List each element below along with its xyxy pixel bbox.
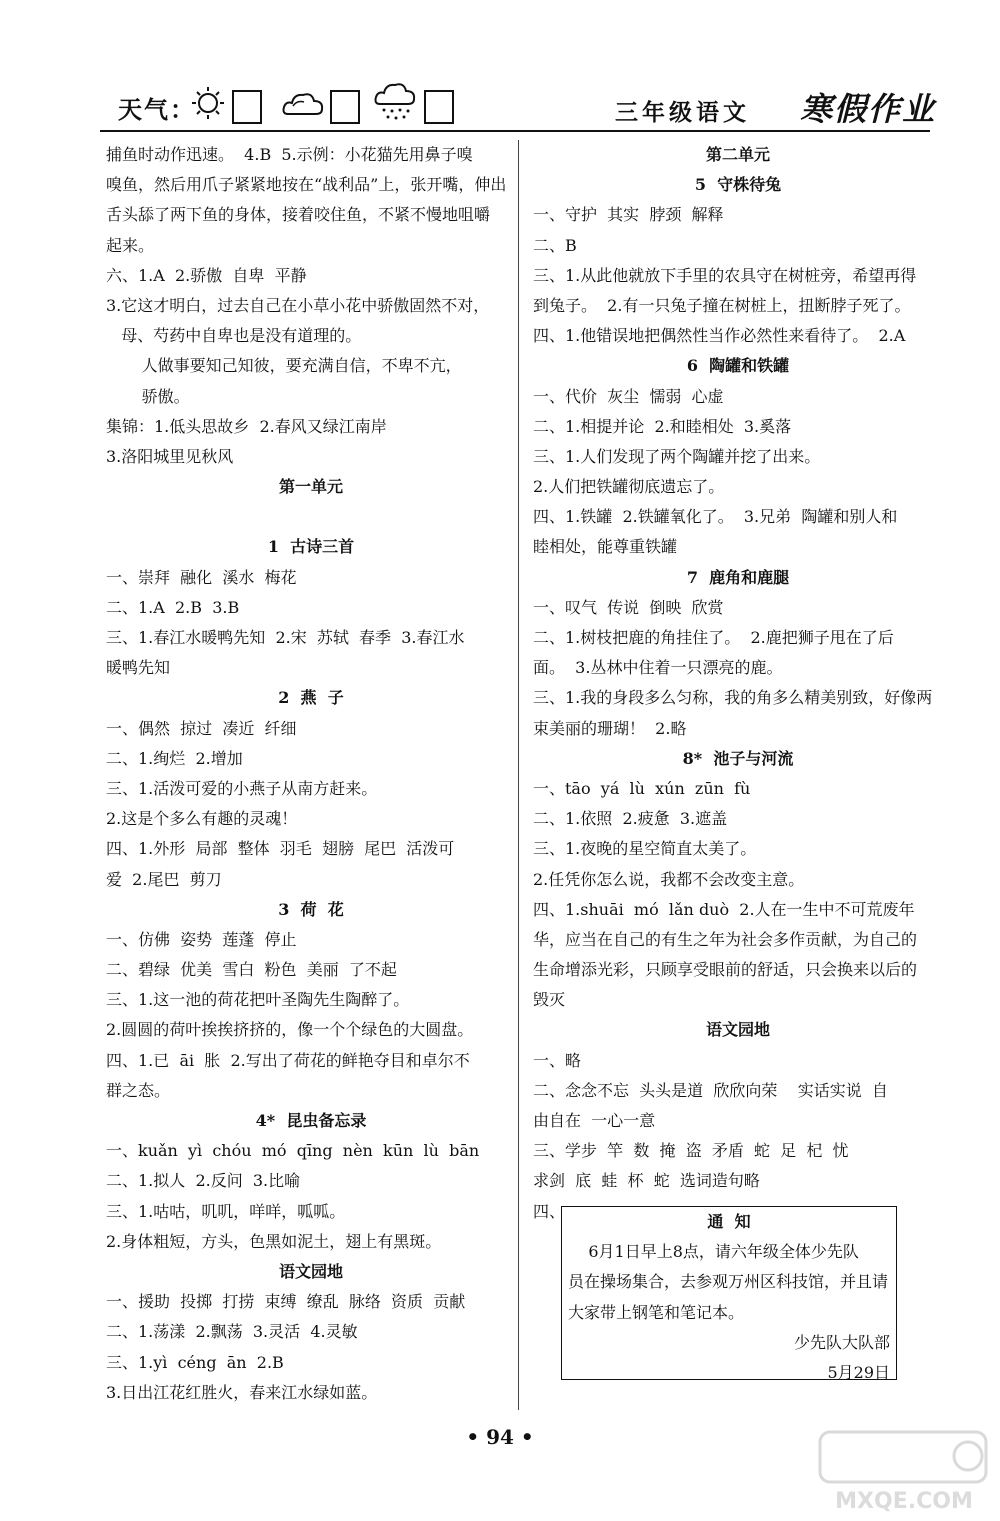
section-heading: 4* 昆虫备忘录 (255, 1111, 367, 1130)
answer-line: 二、1.依照 2.疲惫 3.遮盖 (533, 809, 728, 829)
answer-line: 一、援助 投掷 打捞 束缚 缭乱 脉络 资质 贡献 (106, 1292, 466, 1312)
answer-line: 三、1.这一池的荷花把叶圣陶先生陶醉了。 (106, 990, 410, 1010)
answer-line: 3.日出江花红胜火，春来江水绿如蓝。 (106, 1382, 378, 1402)
answer-line: 母、芍药中自卑也是没有道理的。 (106, 326, 362, 346)
answer-line: 一、tāo yá lù xún zūn fù (533, 778, 751, 798)
answer-line: 四、1.shuāi mó lǎn duò 2.人在一生中不可荒废年 (533, 899, 915, 919)
section-heading: 第一单元 (278, 477, 343, 497)
answer-line: 一、仿佛 姿势 莲蓬 停止 (106, 929, 297, 949)
answer-line: 华，应当在自己的有生之年为社会多作贡献，为自己的 (533, 929, 918, 949)
answer-line: 三、学步 竿 数 掩 盗 矛盾 蛇 足 杞 忧 (533, 1141, 849, 1161)
answer-line: 3.洛阳城里见秋风 (106, 446, 234, 466)
rain-checkbox[interactable] (424, 90, 454, 124)
answer-line: 一、偶然 掠过 凑近 纤细 (106, 718, 297, 738)
answer-line: 一、代价 灰尘 懦弱 心虚 (533, 386, 724, 406)
section-heading: 7 鹿角和鹿腿 (686, 567, 790, 587)
notice-title: 通 知 (707, 1212, 751, 1231)
answer-line: 三、1.夜晚的星空简直太美了。 (533, 839, 757, 859)
answer-line: 二、B (533, 235, 577, 255)
notice-signer: 少先队大队部 (793, 1332, 890, 1352)
notice-box (561, 1206, 897, 1380)
watermark-logo (818, 1428, 988, 1516)
answer-line: 集锦：1.低头思故乡 2.春风又绿江南岸 (106, 416, 387, 436)
answer-line: 二、念念不忘 头头是道 欣欣向荣 实话实说 自 (533, 1080, 888, 1100)
answer-line: 2.任凭你怎么说，我都不会改变主意。 (533, 869, 805, 889)
answer-line: 2.人们把铁罐彻底遗忘了。 (533, 477, 725, 497)
answer-line: 一、kuǎn yì chóu mó qīng nèn kūn lù bān (106, 1141, 480, 1161)
answer-line: 一、崇拜 融化 溪水 梅花 (106, 567, 297, 587)
notice-line: 大家带上钢笔和笔记本。 (568, 1302, 745, 1322)
answer-line: 二、碧绿 优美 雪白 粉色 美丽 了不起 (106, 960, 397, 980)
section-heading: 5 守株待兔 (694, 175, 782, 195)
answer-line: 3.它这才明白，过去自己在小草小花中骄傲固然不对， (106, 295, 490, 315)
column-divider (518, 140, 519, 1410)
answer-line: 四、1.已 āi 胀 2.写出了荷花的鲜艳夺目和卓尔不 (106, 1050, 470, 1070)
brand-title: 寒假作业 (800, 90, 937, 128)
page-number: • 94 • (466, 1425, 534, 1449)
answer-line: 爱 2.尾巴 剪刀 (106, 869, 222, 889)
answer-line: 2.这是个多么有趣的灵魂！ (106, 809, 298, 829)
answer-line: 群之态。 (106, 1080, 171, 1100)
answer-line: 2.身体粗短，方头，色黑如泥土，翅上有黑斑。 (106, 1231, 442, 1251)
section-heading: 语文园地 (278, 1261, 343, 1281)
answer-line: 捕鱼时动作迅速。 4.B 5.示例：小花猫先用鼻子嗅 (106, 145, 473, 164)
weather-label: 天气： (118, 95, 196, 124)
section-heading: 第二单元 (705, 145, 770, 164)
rain-icon (374, 82, 418, 124)
answer-line: 二、1.荡漾 2.飘荡 3.灵活 4.灵敏 (106, 1322, 358, 1342)
answer-line: 束美丽的珊瑚！ 2.略 (533, 718, 687, 738)
answer-line: 二、1.相提并论 2.和睦相处 3.奚落 (533, 416, 792, 436)
header-rule (100, 130, 930, 132)
answer-line: 暖鸭先知 (106, 658, 171, 678)
answer-line: 三、1.咕咕，叽叽，咩咩，呱呱。 (106, 1201, 346, 1221)
sun-icon (188, 86, 228, 120)
answer-line: 生命增添光彩，只顾享受眼前的舒适，只会换来以后的 (533, 960, 918, 980)
answer-line: 四、 (533, 1201, 566, 1221)
answer-line: 睦相处，能尊重铁罐 (533, 537, 678, 557)
answer-line: 到兔子。 2.有一只兔子撞在树桩上，扭断脖子死了。 (533, 295, 911, 315)
grade-subject: 三年级语文 (615, 99, 750, 126)
answer-line: 一、叹气 传说 倒映 欣赏 (533, 597, 724, 617)
section-heading: 6 陶罐和铁罐 (686, 356, 790, 376)
section-heading: 3 荷 花 (278, 899, 344, 919)
answer-line: 由自在 一心一意 (533, 1111, 656, 1130)
page-header (100, 80, 940, 132)
answer-line: 六、1.A 2.骄傲 自卑 平静 (106, 265, 307, 285)
answer-line: 二、1.A 2.B 3.B (106, 597, 240, 617)
answer-line: 舌头舔了两下鱼的身体，接着咬住鱼，不紧不慢地咀嚼 (106, 205, 491, 225)
answer-line: 四、1.铁罐 2.铁罐氧化了。 3.兄弟 陶罐和别人和 (533, 507, 898, 527)
answer-line: 一、守护 其实 脖颈 解释 (533, 205, 724, 225)
notice-line: 员在操场集合，去参观万州区科技馆，并且请 (568, 1272, 889, 1292)
answer-line: 三、1.yì céng ān 2.B (106, 1352, 284, 1372)
left-column (106, 140, 516, 1408)
notice-line: 6月1日早上8点，请六年级全体少先队 (568, 1242, 859, 1262)
answer-line: 2.圆圆的荷叶挨挨挤挤的，像一个个绿色的大圆盘。 (106, 1020, 474, 1040)
answer-line: 三、1.春江水暖鸭先知 2.宋 苏轼 春季 3.春江水 (106, 628, 465, 647)
answer-line (106, 502, 516, 532)
answer-line: 人做事要知己知彼，要充满自信，不卑不亢， (106, 356, 462, 376)
answer-line: 嗅鱼，然后用爪子紧紧地按在“战利品”上，张开嘴，伸出 (106, 175, 507, 195)
answer-line: 二、1.拟人 2.反问 3.比喻 (106, 1171, 301, 1191)
answer-line: 一、略 (533, 1050, 582, 1070)
answer-line: 三、1.人们发现了两个陶罐并挖了出来。 (533, 446, 821, 466)
cloud-icon (282, 86, 326, 120)
answer-line: 三、1.我的身段多么匀称，我的角多么精美别致，好像两 (533, 688, 933, 708)
right-column (533, 140, 943, 1227)
answer-line: 骄傲。 (106, 386, 190, 406)
answer-line: 三、1.活泼可爱的小燕子从南方赶来。 (106, 778, 378, 798)
answer-line: 二、1.绚烂 2.增加 (106, 748, 243, 768)
notice-date: 5月29日 (827, 1362, 890, 1382)
sun-checkbox[interactable] (232, 90, 262, 124)
section-heading: 2 燕 子 (278, 688, 344, 708)
section-heading: 8* 池子与河流 (682, 748, 794, 768)
section-heading: 语文园地 (705, 1020, 770, 1040)
answer-line: 起来。 (106, 235, 155, 255)
section-heading: 1 古诗三首 (267, 537, 355, 557)
answer-line: 求剑 底 蛙 杯 蛇 选词造句略 (533, 1171, 760, 1191)
answer-line: 四、1.外形 局部 整体 羽毛 翅膀 尾巴 活泼可 (106, 839, 455, 859)
answer-line: 二、1.树枝把鹿的角挂住了。 2.鹿把狮子甩在了后 (533, 628, 894, 647)
cloud-checkbox[interactable] (330, 90, 360, 124)
svg-text:MXQE.COM: MXQE.COM (835, 1489, 973, 1514)
answer-line: 面。 3.丛林中住着一只漂亮的鹿。 (533, 658, 783, 678)
answer-line: 三、1.从此他就放下手里的农具守在树桩旁，希望再得 (533, 265, 917, 285)
answer-line: 毁灭 (533, 990, 566, 1010)
answer-line: 四、1.他错误地把偶然性当作必然性来看待了。 2.A (533, 326, 906, 346)
